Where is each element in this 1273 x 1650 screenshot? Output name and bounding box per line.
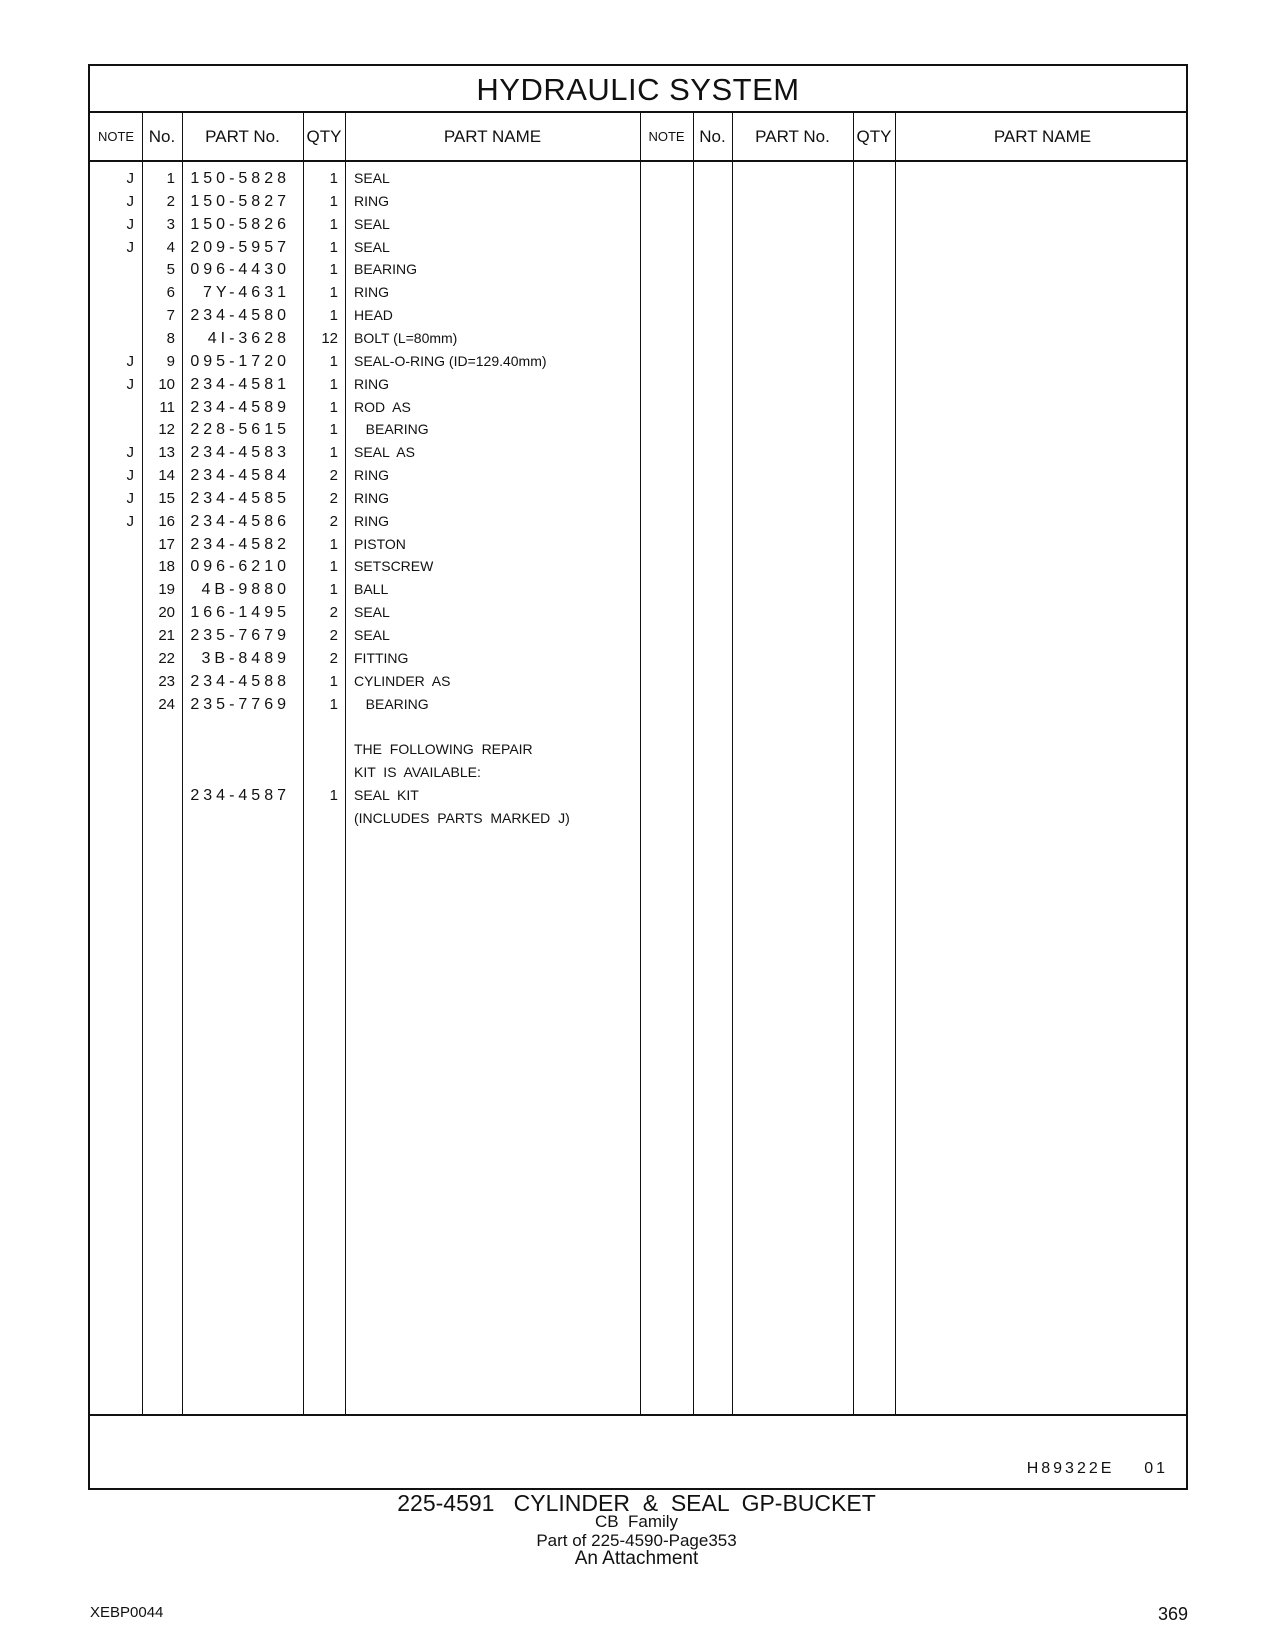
row-quantity: 1 (329, 444, 338, 462)
header-no-right: No. (699, 127, 726, 146)
row-part-number: 234-4584 (190, 467, 290, 485)
column-divider (303, 113, 304, 1416)
header-part-name-right: PART NAME (993, 127, 1092, 146)
row-item-number: 7 (166, 307, 175, 325)
row-quantity: 2 (329, 627, 338, 644)
column-divider (182, 113, 183, 1416)
row-quantity: 2 (329, 489, 338, 507)
reference-code: H89322E 01 (1026, 1460, 1168, 1477)
row-part-number: 234-4582 (190, 535, 290, 553)
row-quantity: 1 (329, 786, 338, 804)
row-part-name: SETSCREW (354, 558, 434, 575)
row-item-number: 20 (158, 604, 175, 622)
row-quantity: 1 (329, 307, 338, 325)
header-part-no-right: PART No. (755, 127, 830, 146)
row-quantity: 1 (329, 558, 338, 576)
row-part-number: 166-1495 (190, 604, 290, 622)
row-part-name: BOLT (L=80mm) (354, 329, 458, 346)
row-item-number: 11 (159, 398, 175, 416)
header-note-right: NOTE (648, 129, 685, 144)
row-part-name: SEAL KIT (354, 786, 419, 803)
row-quantity: 2 (329, 649, 338, 667)
row-part-number: 234-4580 (190, 307, 290, 325)
row-part-number: 234-4586 (190, 512, 290, 530)
row-part-number: 4B-9880 (201, 581, 290, 599)
row-part-number: 4I-3628 (207, 329, 290, 347)
row-item-number: 14 (158, 467, 175, 485)
parent-reference: Part of 225-4590-Page353 (536, 1531, 737, 1550)
row-item-number: 23 (158, 672, 175, 690)
header-divider (90, 160, 1186, 162)
row-item-number: 16 (158, 512, 175, 530)
row-part-name: HEAD (354, 307, 393, 324)
row-part-number: 3B-8489 (201, 649, 290, 667)
row-part-number: 096-6210 (190, 558, 290, 576)
row-part-name: ROD AS (354, 398, 411, 415)
row-part-name: BEARING (354, 695, 429, 712)
row-item-number: 9 (166, 352, 175, 370)
row-note: J (126, 352, 134, 370)
row-quantity: 1 (329, 352, 338, 370)
row-part-number: 234-4583 (190, 444, 290, 462)
page-number: 369 (1157, 1604, 1188, 1624)
row-note: J (126, 444, 134, 462)
row-part-name: SEAL-O-RING (ID=129.40mm) (354, 352, 547, 369)
row-part-name: (INCLUDES PARTS MARKED J) (354, 809, 570, 826)
row-quantity: 1 (329, 672, 338, 690)
row-part-number: 7Y-4631 (202, 284, 290, 302)
row-part-number: 234-4585 (190, 489, 290, 507)
row-note: J (126, 467, 134, 485)
column-divider (853, 113, 854, 1416)
header-no-left: No. (148, 127, 176, 146)
document-id: XEBP0044 (90, 1604, 164, 1621)
row-part-name: SEAL AS (354, 444, 415, 461)
footer-divider (90, 1414, 1186, 1416)
row-part-name: RING (354, 489, 389, 506)
row-note: J (126, 489, 134, 507)
row-part-name: BEARING (354, 421, 429, 438)
row-item-number: 12 (158, 421, 175, 439)
row-part-number: 209-5957 (190, 238, 290, 256)
row-part-number: 095-1720 (190, 352, 290, 370)
column-divider (895, 113, 896, 1416)
row-quantity: 1 (329, 238, 338, 256)
row-part-name: SEAL (354, 238, 390, 255)
row-note: J (126, 238, 134, 256)
row-part-name: SEAL (354, 215, 390, 232)
group-title: 225-4591 CYLINDER & SEAL GP-BUCKET (397, 1490, 876, 1516)
row-item-number: 13 (158, 444, 175, 462)
row-part-name: RING (354, 512, 389, 529)
column-divider (142, 113, 143, 1416)
header-part-no-left: PART No. (205, 127, 280, 146)
row-item-number: 6 (166, 284, 175, 302)
header-part-name-left: PART NAME (443, 127, 542, 146)
page-title: HYDRAULIC SYSTEM (90, 66, 1186, 113)
row-quantity: 1 (329, 284, 338, 302)
row-note: J (126, 375, 134, 393)
row-part-number: 150-5826 (190, 215, 290, 233)
row-quantity: 2 (329, 604, 338, 622)
row-part-name: CYLINDER AS (354, 672, 451, 689)
row-quantity: 2 (329, 467, 338, 485)
row-part-name: THE FOLLOWING REPAIR (354, 741, 533, 758)
row-item-number: 22 (158, 649, 175, 667)
row-item-number: 3 (166, 215, 175, 233)
row-quantity: 1 (329, 398, 338, 416)
row-item-number: 2 (166, 192, 175, 210)
row-item-number: 5 (166, 261, 175, 279)
row-part-number: 234-4588 (190, 672, 290, 690)
row-part-name: PISTON (354, 535, 406, 552)
column-divider (693, 113, 694, 1416)
row-part-name: RING (354, 375, 389, 392)
row-quantity: 1 (329, 215, 338, 233)
column-divider (640, 113, 641, 1416)
row-part-name: SEAL (354, 604, 390, 621)
row-quantity: 2 (329, 512, 338, 530)
row-note: J (126, 512, 134, 530)
row-part-number: 235-7769 (190, 695, 290, 713)
row-part-name: SEAL (354, 170, 390, 186)
row-quantity: 1 (329, 192, 338, 210)
row-part-number: 150-5827 (190, 192, 290, 210)
row-part-name: BEARING (354, 261, 418, 278)
row-part-number: 234-4581 (190, 375, 290, 393)
row-note: J (126, 192, 134, 210)
row-part-name: RING (354, 284, 389, 301)
row-quantity: 1 (329, 261, 338, 279)
column-divider (732, 113, 733, 1416)
row-item-number: 4 (166, 238, 175, 256)
row-item-number: 21 (158, 627, 175, 644)
row-part-number: 150-5828 (190, 170, 290, 187)
row-part-number: 235-7679 (190, 627, 290, 644)
row-item-number: 19 (158, 581, 175, 599)
row-item-number: 8 (166, 329, 175, 347)
header-note-left: NOTE (97, 129, 135, 144)
row-part-number: 096-4430 (190, 261, 290, 279)
row-quantity: 1 (329, 695, 338, 713)
row-item-number: 15 (158, 489, 175, 507)
row-item-number: 24 (158, 695, 175, 713)
row-part-number: 228-5615 (190, 421, 290, 439)
row-item-number: 1 (166, 170, 175, 187)
row-quantity: 1 (329, 421, 338, 439)
column-divider (345, 113, 346, 1416)
row-part-name: FITTING (354, 649, 409, 666)
row-part-number: 234-4587 (190, 786, 290, 804)
row-quantity: 1 (329, 581, 338, 599)
row-part-name: RING (354, 192, 389, 209)
family-label: CB Family (594, 1512, 679, 1531)
row-item-number: 10 (158, 375, 175, 393)
row-quantity: 1 (329, 170, 338, 187)
row-quantity: 1 (329, 535, 338, 553)
row-part-name: RING (354, 467, 389, 484)
row-note: J (126, 215, 134, 233)
parts-table-sheet (88, 64, 1188, 1490)
row-quantity: 12 (321, 329, 338, 347)
row-item-number: 18 (158, 558, 175, 576)
row-note: J (126, 170, 134, 187)
row-part-name: KIT IS AVAILABLE: (354, 764, 481, 781)
attachment-label: An Attachment (574, 1548, 699, 1569)
row-part-number: 234-4589 (190, 398, 290, 416)
header-qty-right: QTY (856, 127, 892, 146)
row-part-name: SEAL (354, 627, 390, 643)
row-item-number: 17 (158, 535, 175, 553)
row-part-name: BALL (354, 581, 389, 598)
header-qty-left: QTY (306, 127, 342, 146)
row-quantity: 1 (329, 375, 338, 393)
